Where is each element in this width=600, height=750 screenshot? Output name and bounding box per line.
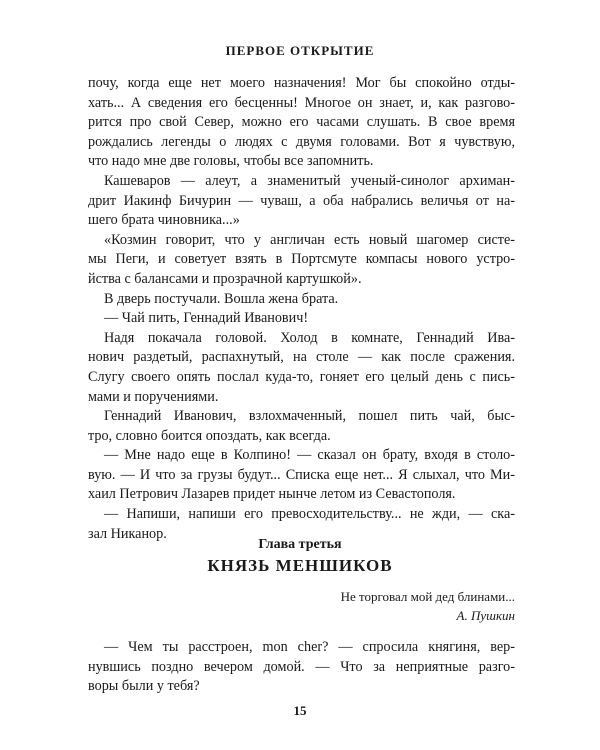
chapter-number: Глава третья	[258, 537, 342, 552]
text-line: зал Никанор.	[88, 525, 167, 542]
text-line: что надо мне две головы, чтобы все запомнить.	[88, 153, 374, 170]
text-line: — Напиши, напиши его превосходительству... не жди, — ска-	[104, 506, 515, 523]
text-line: дрит Иакинф Бичурин — чуваш, а оба набрались величья от на-	[88, 192, 515, 209]
text-line: Слугу своего опять послал куда-то, гоняет его целый день с пись-	[88, 368, 515, 385]
text-line: вую. — И что за грузы будут... Списка еще нет... Я слыхал, что Ми-	[88, 466, 515, 483]
text-line: почу, когда еще нет моего назначения! Мог бы спокойно отды-	[88, 75, 515, 91]
body-text-2	[88, 638, 515, 697]
text-line: Надя покачала головой. Холод в комнате, Геннадий Ива-	[104, 329, 515, 346]
text-line: — Чай пить, Геннадий Иванович!	[104, 310, 309, 327]
page-number: 15	[293, 703, 307, 718]
text-line: — Мне надо еще в Колпино! — сказал он брату, входя в столо-	[104, 447, 515, 464]
text-line: нувшись поздно вечером домой. — Что за неприятные разго-	[88, 658, 515, 675]
running-title: ПЕРВОЕ ОТКРЫТИЕ	[225, 43, 375, 58]
text-line: «Козмин говорит, что у англичан есть новый шагомер систе-	[104, 231, 515, 248]
text-line: рождались легенды о людях с двумя головами. Вот я чувствую,	[88, 133, 515, 150]
text-line: хать... А сведения его бесценны! Многое он знает, и, как разгово-	[88, 94, 515, 111]
text-line: мы Пеги, и советует взять в Портсмуте компасы нового устро-	[88, 251, 515, 268]
text-line: рится про свой Север, можно его часами слушать. В свое время	[88, 114, 515, 131]
epigraph	[255, 587, 515, 625]
text-line: хаил Петрович Лазарев придет нынче летом из Севастополя.	[88, 486, 456, 503]
epigraph-quote: Не торговал мой дед блинами...	[340, 589, 515, 604]
epigraph-author: А. Пушкин	[456, 608, 515, 623]
text-line: Кашеваров — алеут, а знаменитый ученый-синолог архиман-	[104, 172, 515, 189]
text-line: йства с балансами и прозрачной картушкой».	[88, 270, 362, 287]
text-line: воры были у тебя?	[88, 678, 200, 695]
text-line: нович раздетый, распахнутый, на столе — как после сражения.	[88, 349, 515, 366]
chapter-title: КНЯЗЬ МЕНШИКОВ	[207, 556, 393, 575]
text-line: мами и поручениями.	[88, 388, 219, 405]
text-line: тро, словно боится опоздать, как всегда.	[88, 427, 331, 444]
text-line: шего брата чиновника...»	[88, 212, 240, 229]
body-text	[88, 74, 515, 544]
text-line: Геннадий Иванович, взлохмаченный, пошел пить чай, быс-	[104, 408, 515, 425]
text-line: В дверь постучали. Вошла жена брата.	[104, 290, 339, 307]
text-line: — Чем ты расстроен, mon cher? — спросила княгиня, вер-	[104, 639, 515, 655]
